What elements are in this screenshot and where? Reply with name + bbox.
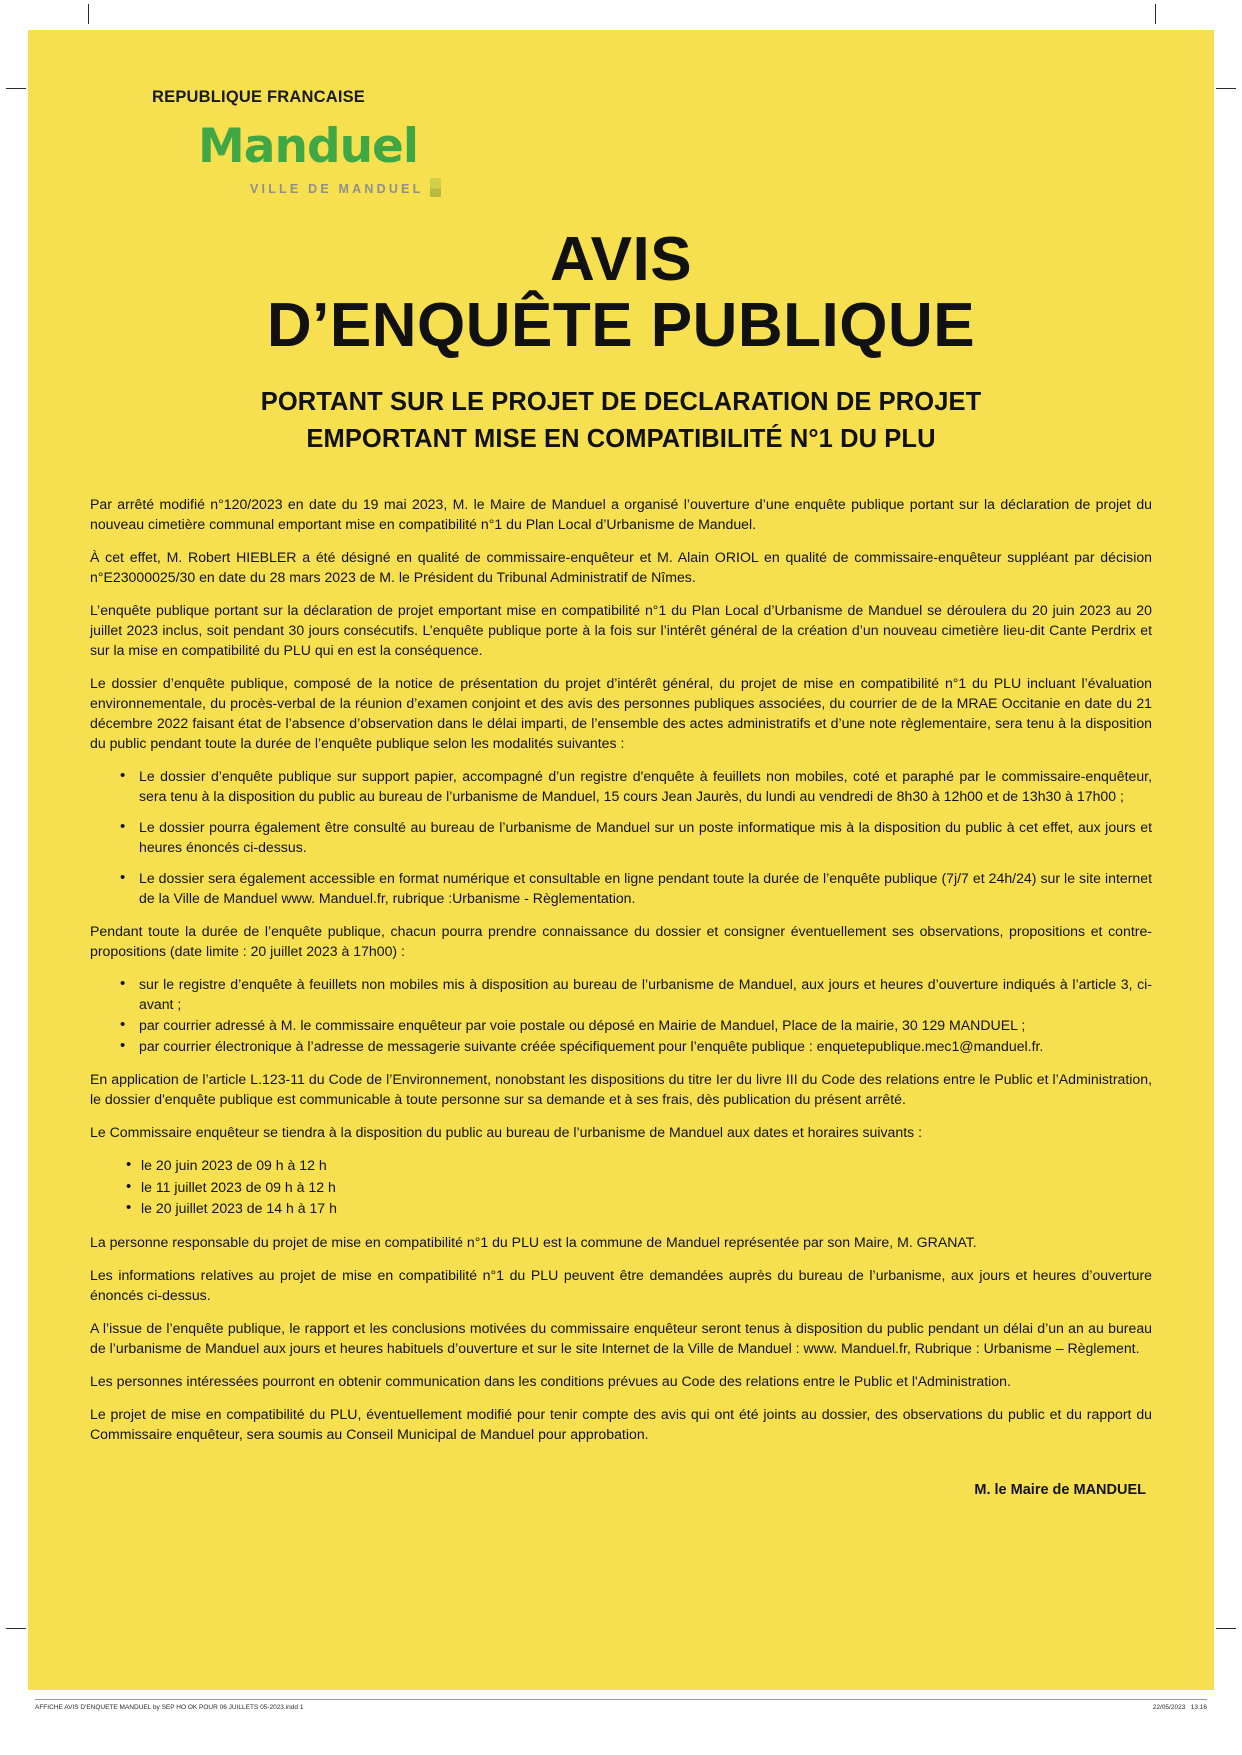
page-subtitle-line-1: PORTANT SUR LE PROJET DE DECLARATION DE PROJET [260,388,982,417]
crop-mark-left-top [6,88,26,89]
logo-wordmark-rest: anduel [243,119,419,174]
crop-mark-right-bottom [1216,1628,1236,1629]
list-item: • par courrier adressé à M. le commissaire enquêteur par voie postale ou déposé en Mairie de Manduel, Place de la mairie, 30 129 MANDUEL ; [120,1015,1152,1035]
print-footer [35,1704,1207,1711]
paragraph-6: En application de l’article L.123-11 du Code de l’Environnement, nonobstant les dispositions du titre Ier du livre III du Code des relations entre le Public et l’Administration, le dossier d'enquête publique est communicable à toute personne sur sa demande et à ses frais, dès publication du présent arrêté. [90,1071,1152,1108]
paragraph-7: Le Commissaire enquêteur se tiendra à la disposition du public au bureau de l’urbanisme de Manduel aux dates et horaires suivants : [90,1124,923,1141]
list-item: • le 20 juin 2023 de 09 h à 12 h [126,1155,1152,1176]
paragraph-1: Par arrêté modifié n°120/2023 en date du 19 mai 2023, M. le Maire de Manduel a organisé l’ouverture d’une enquête publique portant sur la déclaration de projet du nouveau cimetière communal emportant mise en compatibilité n°1 du Plan Local d’Urbanisme de Manduel. [90,496,1152,533]
manduel-logo [90,119,1152,215]
paragraph-3: L’enquête publique portant sur la déclaration de projet emportant mise en compatibilité n°1 du Plan Local d’Urbanisme de Manduel se déroulera du 20 juin 2023 au 20 juillet 2023 inclus, soit pendant 30 jours consécutifs. L’enquête publique porte à la fois sur l’intérêt général de la création d’un nouveau cimetière lieu-dit Cante Perdrix et sur la mise en compatibilité du PLU qui en est la conséquence. [90,602,1152,659]
list-item: • Le dossier sera également accessible en format numérique et consultable en ligne pendant toute la durée de l’enquête publique (7j/7 et 24h/24) sur le site internet de la Ville de Manduel www. Manduel.fr, rubrique :Urbanisme - Règlementation. [120,868,1152,908]
republique-francaise-header: REPUBLIQUE FRANCAISE [152,88,366,106]
list-item: • sur le registre d’enquête à feuillets non mobiles mis à disposition au bureau de l’urbanisme de Manduel, aux jours et heures d’ouverture indiqués à l’article 3, ci-avant ; [120,974,1152,1014]
poster-content [28,30,1214,1690]
logo-wordmark [198,119,1152,174]
page-title-line-1: AVIS [549,225,693,294]
paragraph-2: À cet effet, M. Robert HIEBLER a été désigné en qualité de commissaire-enquêteur et M. Alain ORIOL en qualité de commissaire-enquêteur suppléant par décision n°E23000025/30 en date du 28 mars 2023 de M. le Président du Tribunal Administratif de Nîmes. [90,549,1152,586]
paragraph-5: Pendant toute la durée de l’enquête publique, chacun pourra prendre connaissance du dossier et consigner éventuellement ses observations, propositions et contre-propositions (date limite : 20 juillet 2023 à 17h00) : [90,923,1152,960]
permanences-list [90,1155,1152,1218]
crop-mark-top-left [88,4,89,24]
crop-mark-top-right [1155,4,1156,24]
page-subtitle [90,384,1152,458]
footer-divider [35,1699,1207,1700]
body-text [90,494,1152,1497]
paragraph-4: Le dossier d’enquête publique, composé de la notice de présentation du projet d’intérêt général, du projet de mise en compatibilité n°1 du PLU incluant l’évaluation environnementale, du procès-verbal de la réunion d’examen conjoint et des avis des personnes publiques associées, du courrier de de la MRAE Occitanie en date du 21 décembre 2022 faisant état de l’absence d’observation dans le délai imparti, de l’ensemble des actes administratifs et d’une note règlementaire, sera tenu à la disposition du public pendant toute la durée de l’enquête publique selon les modalités suivantes : [90,675,1152,752]
paragraph-11: Les personnes intéressées pourront en obtenir communication dans les conditions prévues au Code des relations entre le Public et l'Administration. [90,1372,1011,1389]
paragraph-9: Les informations relatives au projet de mise en compatibilité n°1 du PLU peuvent être demandées auprès du bureau de l’urbanisme, aux jours et heures d’ouverture énoncés ci-dessus. [90,1266,1152,1303]
paragraph-8: La personne responsable du projet de mise en compatibilité n°1 du PLU est la commune de Manduel représentée par son Maire, M. GRANAT. [90,1233,977,1250]
paragraph-12: Le projet de mise en compatibilité du PLU, éventuellement modifié pour tenir compte des avis qui ont été joints au dossier, des observations du public et du rapport du Commissaire enquêteur, sera soumis au Conseil Municipal de Manduel pour approbation. [90,1405,1152,1442]
modalites-list [90,766,1152,908]
crop-mark-left-bottom [6,1628,26,1629]
list-item: • par courrier électronique à l’adresse de messagerie suivante créée spécifiquement pour l’enquête publique : enquetepublique.mec1@manduel.fr. [120,1036,1152,1056]
page-title [90,227,1152,358]
list-item: • Le dossier pourra également être consulté au bureau de l’urbanisme de Manduel sur un poste informatique mis à la disposition du public à cet effet, aux jours et heures énoncés ci-dessus. [120,817,1152,857]
list-item: • le 20 juillet 2023 de 14 h à 17 h [126,1198,1152,1219]
poster-background [28,30,1214,1690]
paragraph-10: A l’issue de l’enquête publique, le rapport et les conclusions motivées du commissaire enquêteur seront tenus à disposition du public pendant un délai d’un an au bureau de l’urbanisme de Manduel aux jours et heures habituels d’ouverture et sur le site Internet de la Ville de Manduel : www. Manduel.fr, Rubrique : Urbanisme – Règlement. [90,1319,1152,1356]
tower-icon [430,178,441,197]
page-title-line-2: D’ENQUÊTE PUBLIQUE [266,290,976,360]
observations-list [90,974,1152,1056]
list-item: • le 11 juillet 2023 de 09 h à 12 h [126,1177,1152,1198]
page-subtitle-line-2: EMPORTANT MISE EN COMPATIBILITÉ N°1 DU PLU [306,425,936,454]
signature: M. le Maire de MANDUEL [974,1481,1146,1498]
footer-filename: AFFICHE AVIS D'ENQUETE MANDUEL by SEP HO OK POUR 06 JUILLETS 05-2023.indd 1 [35,1704,304,1711]
footer-timestamp: 22/05/2023 13:16 [1152,1704,1207,1711]
crop-mark-right-top [1216,88,1236,89]
logo-wordmark-first-letter: M [198,119,244,174]
logo-tagline-row [250,179,1152,198]
logo-tagline: VILLE DE MANDUEL [250,181,424,196]
list-item: • Le dossier d’enquête publique sur support papier, accompagné d’un registre d'enquête à feuillets non mobiles, coté et paraphé par le commissaire-enquêteur, sera tenu à la disposition du public au bureau de l’urbanisme de Manduel, 15 cours Jean Jaurès, du lundi au vendredi de 8h30 à 12h00 et de 13h30 à 17h00 ; [120,766,1152,806]
